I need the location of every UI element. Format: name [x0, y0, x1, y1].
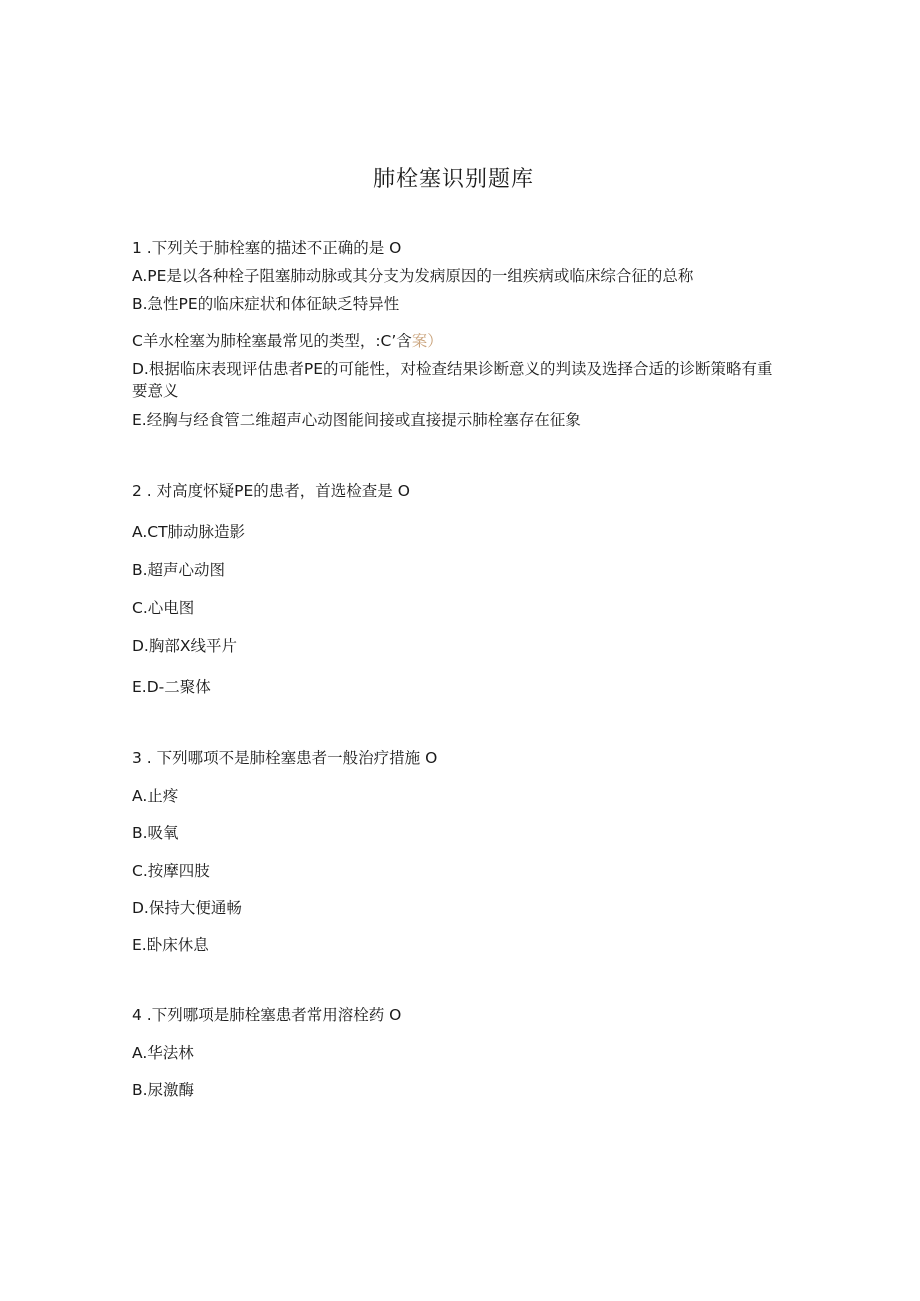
question-4-option-b: B.尿激酶 [132, 1081, 195, 1099]
question-2-option-b: B.超声心动图 [132, 561, 226, 579]
question-2-option-a: A.CT肺动脉造影 [132, 523, 246, 541]
question-2-option-d: D.胸部X线平片 [132, 637, 237, 655]
question-3-stem: 3 . 下列哪项不是肺栓塞患者一般治疗措施 O [132, 749, 438, 767]
question-2-stem: 2 . 对高度怀疑PE的患者，首选检查是 O [132, 482, 410, 500]
question-1-option-e: E.经胸与经食管二维超声心动图能间接或直接提示肺栓塞存在征象 [132, 411, 581, 429]
question-1-option-c-text: C羊水栓塞为肺栓塞最常见的类型，:C’含 [132, 332, 412, 350]
question-1-option-a: A.PE是以各种栓子阻塞肺动脉或其分支为发病原因的一组疾病或临床综合征的总称 [132, 267, 694, 285]
question-1-stem: 1 .下列关于肺栓塞的描述不正确的是 O [132, 239, 402, 257]
question-1-option-c [132, 330, 443, 352]
question-3-option-d: D.保持大便通畅 [132, 899, 242, 917]
question-1-option-d: D.根据临床表现评估患者PE的可能性，对检查结果诊断意义的判读及选择合适的诊断策略有重要意义 [132, 360, 773, 400]
page-title: 肺栓塞识别题库 [372, 167, 534, 192]
question-3-option-c: C.按摩四肢 [132, 862, 210, 880]
question-1-option-b: B.急性PE的临床症状和体征缺乏特异性 [132, 295, 400, 313]
question-3-option-e: E.卧床休息 [132, 936, 209, 954]
question-3-option-a: A.止疼 [132, 787, 179, 805]
answer-mark: 案） [411, 332, 443, 350]
question-3-option-b: B.吸氧 [132, 824, 179, 842]
question-4-option-a: A.华法林 [132, 1044, 194, 1062]
question-2-option-e: E.D-二聚体 [132, 678, 211, 696]
question-2-option-c: C.心电图 [132, 599, 195, 617]
question-4-stem: 4 .下列哪项是肺栓塞患者常用溶栓药 O [132, 1006, 402, 1024]
